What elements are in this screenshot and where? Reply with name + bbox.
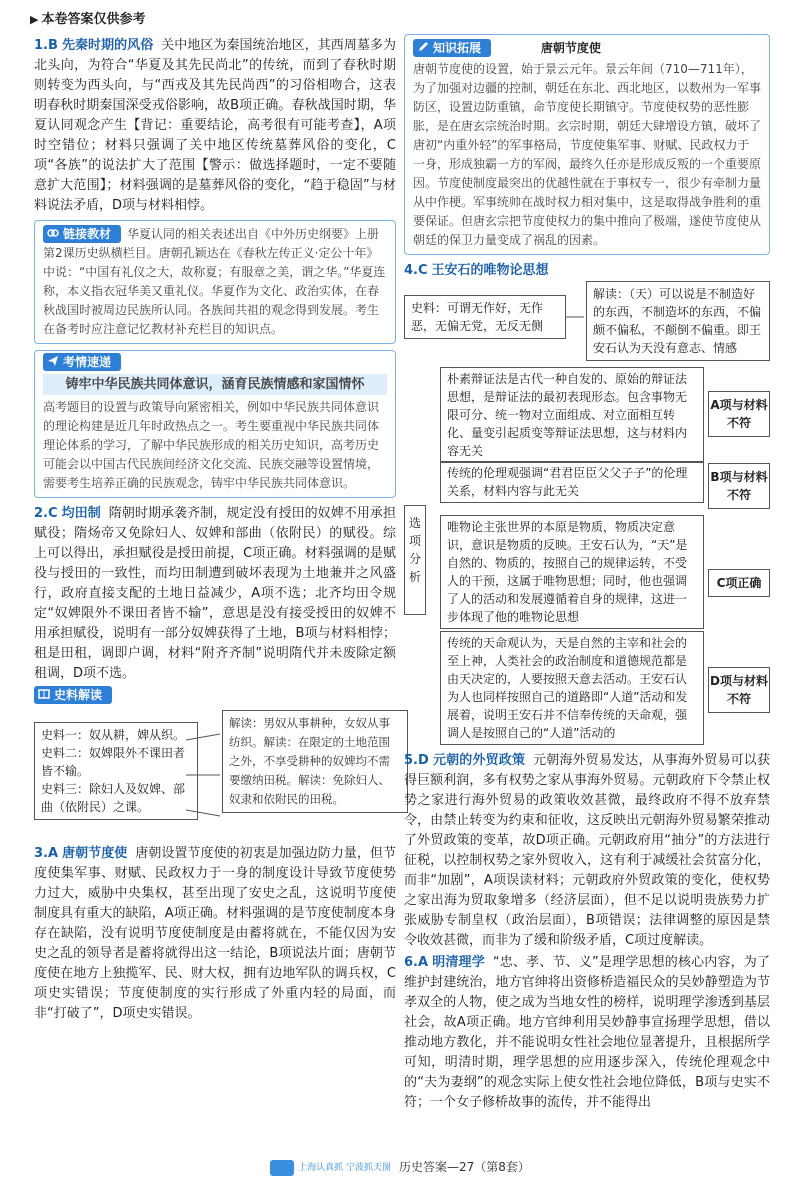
arrow-icon xyxy=(566,311,586,323)
shiliao-interpretation: 解读：男奴从事耕种，女奴从事纺织。解读：在限定的土地范围之外，不享受耕种的奴婢均不需要缴纳田税。解读：免除妇人、奴隶和依附民的田税。 xyxy=(222,710,408,813)
exam-trend-title: 铸牢中华民族共同体意识，涵育民族情感和家国情怀 xyxy=(43,374,387,395)
shiliao-arrows xyxy=(186,730,222,820)
answer-6-text: “忠、孝、节、义”是理学思想的核心内容，为了维护封建统治，地方官绅将出资修桥造福民众的吴妙静塑造为节孝双全的人物，使之成为当地女性的榜样，说明理学渗透到基层社会，故A项正确。地方官绅利用吴妙静事宣扬理学思想，借以推动地方教化，并不能说明女性社会地位显著提升，且根据所学可知，明清时期，理学思想的应用逐步深入，传统伦理观念中的“夫为妻纲”的观念实际上使女性社会地位降低，B项与史实不符；一个女子修桥故事的流传，并不能得出 xyxy=(404,955,770,1110)
exam-trend-note xyxy=(34,350,396,498)
options-analysis-label: 选项分析 xyxy=(404,505,426,615)
page-number: 历史答案—27（第8套） xyxy=(398,1160,530,1174)
page-header: ▶ 本卷答案仅供参考 xyxy=(30,12,146,27)
exam-trend-badge: 考情速递 xyxy=(43,353,121,371)
option-a-analysis: 朴素辩证法是古代一种自发的、原始的辩证法思想，是辩证法的最初表现形态。包含事物无限可分、统一物对立面组成、对立面相互转化、量变引起质变等辩证法思想，这与材料内容无关 xyxy=(440,367,704,463)
option-d-result: D项与材料不符 xyxy=(708,667,770,713)
answer-4-options xyxy=(404,367,770,751)
left-column xyxy=(34,36,396,1026)
link-textbook-badge: 链接教材 xyxy=(43,225,121,243)
answer-4-source xyxy=(404,281,770,361)
knowledge-note xyxy=(404,34,770,255)
answer-5-text: 元朝海外贸易发达，从事海外贸易可以获得巨额利润，多有权势之家从事海外贸易。元朝政府下令禁止权势之家进行海外贸易的政策收效甚微，最终政府不得不放弃禁令，由禁止转变为约束和征收，这反映出元朝海外贸易繁荣推动了外贸政策的变革，故D项正确。元朝政府用“抽分”的方法进行征税，以控制权势之家外贸收入，这有利于减缓社会贫富分化，而非“加剧”，A项误读材料；元朝政府外贸政策的变化，使权势之家出海为贸取象增多（经济层面），但不足以说明贵族势力扩张威胁专制皇权（政治层面），B项错误；法律调整的原因是禁令收效甚微，而非为了缓和阶级矛盾，C项过度解读。 xyxy=(404,753,770,948)
answer-2-text: 隋朝时期承袭齐制，规定没有授田的奴婢不用承担赋役；隋炀帝又免除妇人、奴婢和部曲（依附民）的赋役。综上可以得出，承担赋役是授田前提，C项正确。材料强调的是赋役与授田的一致性，而均田制遭到破坏表现为土地兼并之风盛行，政府直接支配的土地日益减少，A项不选；北齐均田令规定“奴婢限外不课田者皆不输”，意思是没有接受授田的奴婢不用承担赋役，说明有一部分奴婢获得了土地，B项与材料相悖；租是田租，调即户调，材料“附齐齐制”说明隋代并未废除定额租调，D项不选。 xyxy=(34,506,396,681)
link-icon xyxy=(47,227,59,239)
option-d-analysis: 传统的天命观认为，天是自然的主宰和社会的至上神，人类社会的政治制度和道德规范都是由天决定的，人要按照天意去活动。王安石认为人也同样按照自己的道路即“人道”活动和发展着，说明王安石并不信奉传统的天命观，强调人是按照自己的“人道”活动的 xyxy=(440,631,704,745)
shiliao-source-3: 史料三：除妇人及奴婢、部曲（依附民）之课。 xyxy=(41,782,186,814)
link-textbook-text: 华夏认同的相关表述出自《中外历史纲要》上册第2课历史纵横栏目。唐朝孔颖达在《春秋左传正义·定公十年》中说：“中国有礼仪之大，故称夏；有服章之美，谓之华。”华夏连称，本义指衣冠华美又重礼仪。华夏作为文化、政治实体，在春秋战国时被周边民族所认同。各族间共祖的观念得到发展。考生在备考时应注意记忆教材补充栏目的知识点。 xyxy=(43,227,386,336)
knowledge-title: 唐朝节度使 xyxy=(540,41,601,55)
answer-2: 2.C 均田制 隋朝时期承袭齐制，规定没有授田的奴婢不用承担赋役；隋炀帝又免除妇人、奴婢和部曲（依附民）的赋役。综上可以得出，承担赋役是授田前提，C项正确。材料强调的是赋役与授田的一致性，而均田制遭到破坏表现为土地兼并之风盛行，政府直接支配的土地日益减少，A项不选；北齐均田令规定“奴婢限外不课田者皆不输”，意思是没有接受授田的奴婢不用承担赋役，说明有一部分奴婢获得了土地，B项与材料相悖；租是田租，调即户调，材料“附齐齐制”说明隋代并未废除定额租调，D项不选。 xyxy=(34,506,396,681)
answer-1-text: 关中地区为秦国统治地区，其西周墓多为北头向，为符合“华夏及其先民尚北”的传统，而到了春秋时期则转变为西头向，与“西戎及其先民尚西”的习俗相吻合，这表明春秋时期秦国深受戎俗影响，故B项正确。春秋战国时期，华夏认同观念产生【背记：重要结论，高考很有可能考查】，A项时空错位；材料只强调了关中地区传统墓葬风俗的变化，C项“各族”的说法扩大了范围【警示：做选择题时，一定不要随意扩大范围】；材料强调的是墓葬风俗的变化，“趋于稳固”与材料说法矛盾，D项与材料相悖。 xyxy=(34,38,396,213)
shiliao-badge: 史料解读 xyxy=(34,686,112,704)
answer-1: 1.B 先秦时期的风俗 关中地区为秦国统治地区，其西周墓多为北头向，为符合“华夏及其先民尚北”的传统，而到了春秋时期则转变为西头向，与“西戎及其先民尚西”的习俗相吻合，这表明春秋时期秦国深受戎俗影响，故B项正确。春秋战国时期，华夏认同观念产生【背记：重要结论，高考很有可能考查】，A项时空错位；材料只强调了关中地区传统墓葬风俗的变化，C项“各族”的说法扩大了范围【警示：做选择题时，一定不要随意扩大范围】；材料强调的是墓葬风俗的变化，“趋于稳固”与材料说法矛盾，D项与材料相悖。 xyxy=(34,38,396,213)
shiliao-source-1: 史料一：奴从耕，婢从织。 xyxy=(41,728,186,742)
pencil-icon xyxy=(417,41,429,53)
option-b-analysis: 传统的伦理观强调“君君臣臣父父子子”的伦理关系，材料内容与此无关 xyxy=(440,461,704,503)
publisher-logo-icon xyxy=(270,1160,294,1176)
knowledge-badge: 知识拓展 xyxy=(413,39,491,57)
book-icon xyxy=(38,688,50,700)
answer-3: 3.A 唐朝节度使 唐朝设置节度使的初衷是加强边防力量，但节度使集军事、财赋、民政权力于一身的制度设计导致节度使势力过大，威胁中央集权，甚至出现了安史之乱，这说明节度使制度具有重大的缺陷，A项正确。材料强调的是节度使制度本身存在缺陷，没有说明节度使制度是由蓄将就在，不能仅因为安史之乱的领导者是蓄将就得出这一结论，B项说法片面；唐朝节度使在地方上独揽军、民、财大权，拥有边地军队的调兵权，C项史实错误；节度使制度的实行形成了外重内轻的局面，而非“打破了”，D项史实错误。 xyxy=(34,846,396,1021)
knowledge-text: 唐朝节度使的设置，始于景云元年。景云年间（710—711年），为了加强对边疆的控制，朝廷在东北、西北地区，以数州为一军事防区，设置边防重镇，命节度使长期镇守。节度使权势的恶性膨胀，是在唐玄宗统治时期。玄宗时期，朝廷大肆增设方镇，破坏了唐初“内重外轻”的军事格局，节度使集军事、财赋、民政权力于一身，形成独霸一方的军阀，最终久任亦是形成反叛的一个重要原因。节度使制度最突出的优越性就在于事权专一，很少有牵制力量从中作梗。军事统帅在战时权力相对集中，这是取得战争胜利的重要保证。但唐玄宗把节度使权力的集中推向了极端，遂使节度使从朝廷的保卫力量变成了祸乱的因素。 xyxy=(413,62,762,247)
send-icon xyxy=(47,355,59,367)
answer-5: 5.D 元朝的外贸政策 元朝海外贸易发达，从事海外贸易可以获得巨额利润，多有权势之家从事海外贸易。元朝政府下令禁止权势之家进行海外贸易的政策收效甚微，最终政府不得不放弃禁令，由禁止转变为约束和征收，这反映出元朝海外贸易繁荣推动了外贸政策的变革，故D项正确。元朝政府用“抽分”的方法进行征税，以控制权势之家外贸收入，这有利于减缓社会贫富分化，而非“加剧”，A项误读材料；元朝政府外贸政策的变化，使权势之家出海为贸取象增多（经济层面），但不足以说明贵族势力扩张威胁专制皇权（政治层面），B项错误；法律调整的原因是禁令收效甚微，而非为了缓和阶级矛盾，C项过度解读。 xyxy=(404,753,770,948)
answer-4-interpretation: 解读：（天）可以说是不制造好的东西，不制造坏的东西，不偏颇不偏私，不颠倒不偏重。即王安石认为天没有意志、情感 xyxy=(586,281,770,361)
right-column xyxy=(404,34,770,1115)
answer-3-text: 唐朝设置节度使的初衷是加强边防力量，但节度使集军事、财赋、民政权力于一身的制度设计导致节度使势力过大，威胁中央集权，甚至出现了安史之乱，这说明节度使制度具有重大的缺陷，A项正确。材料强调的是节度使制度本身存在缺陷，没有说明节度使制度是由蓄将就在，不能仅因为安史之乱的领导者是蓄将就得出这一结论，B项说法片面；唐朝节度使在地方上独揽军、民、财大权，拥有边地军队的调兵权，C项史实错误；节度使制度的实行形成了外重内轻的局面，而非“打破了”，D项史实错误。 xyxy=(34,846,396,1021)
shiliao-diagram xyxy=(34,710,396,838)
option-b-result: B项与材料不符 xyxy=(708,463,770,509)
answer-4-material: 史料：可谓无作好，无作恶，无偏无党，无反无侧 xyxy=(404,295,566,339)
option-a-result: A项与材料不符 xyxy=(708,391,770,437)
link-textbook-note xyxy=(34,220,396,344)
option-c-result: C项正确 xyxy=(708,569,770,597)
exam-trend-text: 高考题目的设置与政策导向紧密相关，例如中华民族共同体意识的理论构建是近几年时政热点之一。考生要重视中华民族共同体理论体系的学习，了解中华民族形成的相关历史知识，高考历史可能会以中国古代民族间经济文化交流、民族交融等设置情境，需要考生培养正确的民族观念，铸牢中华民族共同体意识。 xyxy=(43,400,380,490)
shiliao-source-2: 史料二：奴婢限外不课田者皆不输。 xyxy=(41,746,186,778)
page-footer xyxy=(0,1157,800,1177)
answer-6: 6.A 明清理学 “忠、孝、节、义”是理学思想的核心内容，为了维护封建统治，地方官绅将出资修桥造福民众的吴妙静塑造为节孝双全的人物，使之成为当地女性的榜样，说明理学渗透到基层社会，故A项正确。地方官绅利用吴妙静事宣扬理学思想，借以推动地方教化，并不能说明女性社会地位显著提升，且根据所学可知，明清时期，理学思想的应用逐步深入，传统伦理观念中的“夫为妻纲”的观念实际上使女性社会地位降低，B项与史实不符；一个女子修桥故事的流传，并不能得出 xyxy=(404,955,770,1110)
publisher-brand: 上海认真抓 宁波抓天图 xyxy=(298,1162,391,1173)
answer-4-heading: 4.C 王安石的唯物论思想 xyxy=(404,263,549,278)
option-c-analysis: 唯物论主张世界的本原是物质，物质决定意识，意识是物质的反映。王安石认为，“天”是自然的、物质的，按照自己的规律运转，不受人的干预，这属于唯物思想；同时，他也强调了人的活动和发展遵循着自身的规律，这进一步体现了他的唯物论思想 xyxy=(440,515,704,629)
shiliao-sources xyxy=(34,722,198,820)
